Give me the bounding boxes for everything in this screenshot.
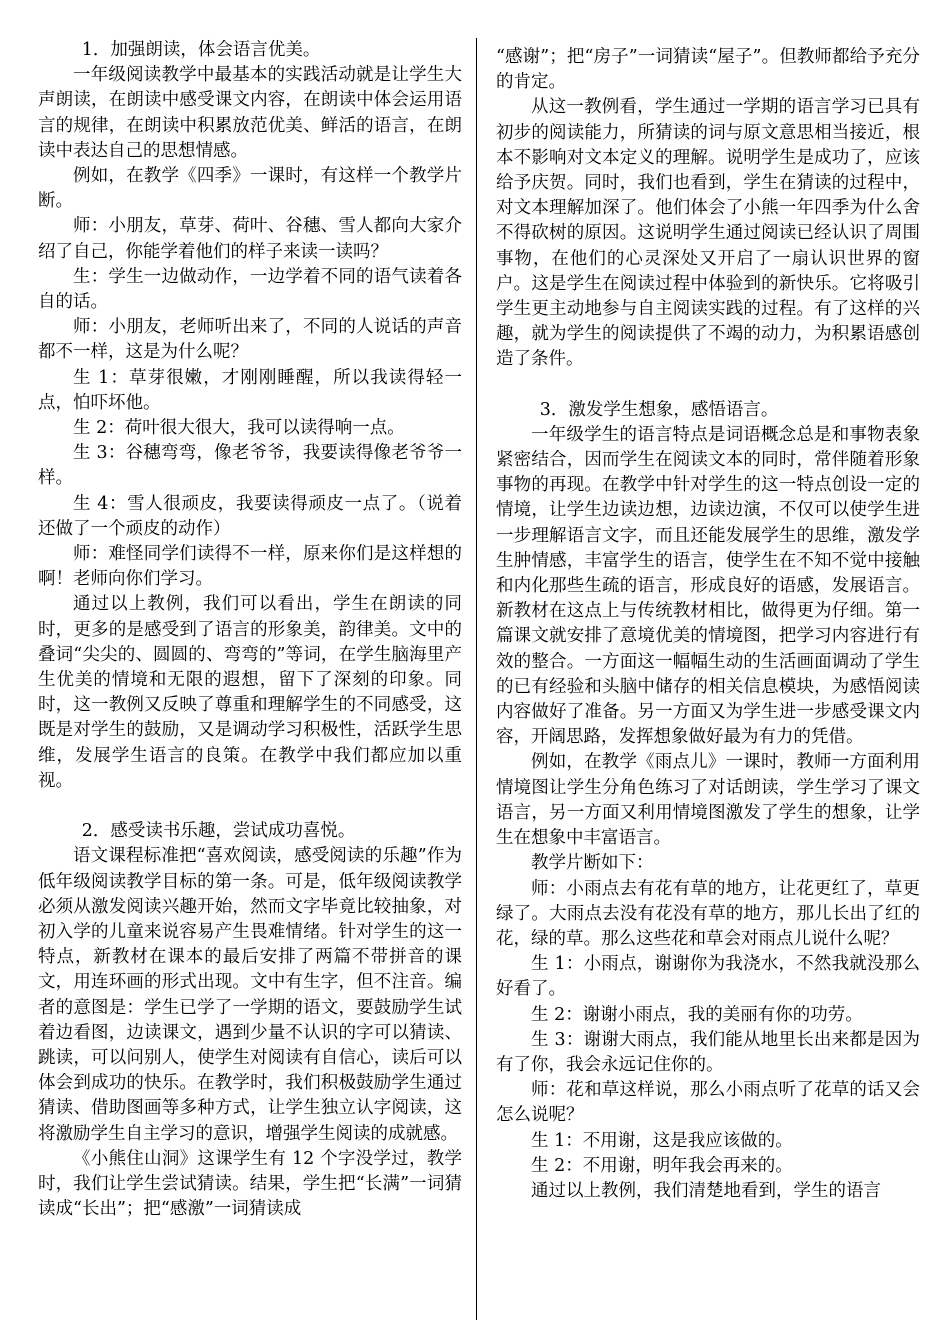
dialogue-line: 生 1：草芽很嫩，才刚刚睡醒，所以我读得轻一点，怕吓坏他。 xyxy=(38,367,462,413)
dialogue-line: 师：小朋友，老师听出来了，不同的人说话的声音都不一样，这是为什么呢？ xyxy=(38,317,462,363)
dialogue-line: 生 3：谷穗弯弯，像老爷爷，我要读得像老爷爷一样。 xyxy=(38,443,462,489)
paragraph: 一年级学生的语言特点是词语概念总是和事物表象紧密结合，因而学生在阅读文本的同时，常伴随着形象事物的再现。在教学中针对学生的这一特点创设一定的情境，让学生边读边想，边读边演，不仅可以使学生进一步理解语言文字，而且还能发展学生的思维，激发学生肿情感，丰富学生的语言，使学生在不知不觉中接触和内化那些生疏的语言，形成良好的语感，发展语言。新教材在这点上与传统教材相比，做得更为仔细。第一篇课文就安排了意境优美的情境图，把学习内容进行有效的整合。一方面这一幅幅生动的生活画面调动了学生的已有经验和头脑中储存的相关信息模块，为感悟阅读内容做好了准备。另一方面又为学生进一步感受课文内容，开阔思路，发挥想象做好最为有力的凭借。 xyxy=(496,424,920,748)
paragraph: 《小熊住山洞》这课学生有 12 个字没学过，教学时，我们让学生尝试猜读。结果，学生把“长满”一词猜读成“长出”；把“感激”一词猜读成 xyxy=(38,1148,462,1220)
dialogue-line: 师：难怪同学们读得不一样，原来你们是这样想的啊！老师向你们学习。 xyxy=(38,544,462,590)
dialogue-line: 师：花和草这样说，那么小雨点听了花草的话又会怎么说呢？ xyxy=(496,1080,920,1126)
section-heading-3: 3．激发学生想象，感悟语言。 xyxy=(539,399,779,420)
dialogue-line: 生 3：谢谢大雨点，我们能从地里长出来都是因为有了你，我会永远记住你的。 xyxy=(496,1029,920,1075)
dialogue-line: 生 2：荷叶很大很大，我可以读得响一点。 xyxy=(73,418,405,439)
paragraph: 语文课程标准把“喜欢阅读，感受阅读的乐趣”作为低年级阅读教学目标的第一条。可是，低年级阅读教学必须从激发阅读兴趣开始，然而文字毕竟比较抽象，对初入学的儿童来说容易产生畏难情绪。针对学生的这一特点，新教材在课本的最后安排了两篇不带拼音的课文，用连环画的形式出现。文中有生字，但不注音。编者的意图是：学生已学了一学期的语文，要鼓励学生试着边看图，边读课文，遇到少量不认识的字可以猜读、跳读，可以问别人，使学生对阅读有自信心，读后可以体会到成功的快乐。在教学时，我们积极鼓励学生通过猜读、借助图画等多种方式，让学生独立认字阅读，这将激励学生自主学习的意识，增强学生阅读的成就感。 xyxy=(38,846,462,1144)
dialogue-line: 师：小朋友，草芽、荷叶、谷穗、雪人都向大家介绍了自己，你能学着他们的样子来读一读吗？ xyxy=(38,216,462,262)
section-heading-1: 1．加强朗读，体会语言优美。 xyxy=(81,40,321,60)
paragraph: 教学片断如下： xyxy=(531,853,654,874)
column-divider xyxy=(476,38,477,1320)
dialogue-line: 生 1：小雨点，谢谢你为我浇水，不然我就没那么好看了。 xyxy=(496,954,920,1000)
paragraph: 例如，在教学《四季》一课时，有这样一个教学片断。 xyxy=(38,166,462,212)
right-column xyxy=(496,45,920,1204)
dialogue-line: 师：小雨点去有花有草的地方，让花更红了，草更绿了。大雨点去没有花没有草的地方，那儿长出了红的花，绿的草。那么这些花和草会对雨点儿说什么呢？ xyxy=(496,878,920,949)
dialogue-line: 生 1：不用谢，这是我应该做的。 xyxy=(531,1130,793,1151)
left-column xyxy=(38,38,462,1222)
paragraph: 例如，在教学《雨点儿》一课时，教师一方面利用情境图让学生分角色练习了对话朗读，学生学习了课文语言，另一方面又利用情境图激发了学生的想象，让学生在想象中丰富语言。 xyxy=(496,752,920,849)
dialogue-line: 生 2：不用谢，明年我会再来的。 xyxy=(531,1155,793,1176)
paragraph: 一年级阅读教学中最基本的实践活动就是让学生大声朗读，在朗读中感受课文内容，在朗读中体会运用语言的规律，在朗读中积累放范优美、鲜活的语言，在朗读中表达自己的思想情感。 xyxy=(38,65,462,161)
section-heading-2: 2．感受读书乐趣，尝试成功喜悦。 xyxy=(81,821,356,842)
dialogue-line: 生：学生一边做动作，一边学着不同的语气读着各自的话。 xyxy=(38,266,462,313)
paragraph-continuation: “感谢”；把“房子”一词猜读“屋子”。但教师都给予充分的肯定。 xyxy=(496,47,920,93)
section-gap xyxy=(38,794,462,819)
dialogue-line: 生 2：谢谢小雨点，我的美丽有你的功劳。 xyxy=(531,1004,863,1025)
paragraph: 从这一教例看，学生通过一学期的语言学习已具有初步的阅读能力，所猜读的词与原文意思相当接近，根本不影响对文本定义的理解。说明学生是成功了，应该给予庆贺。同时，我们也看到，学生在猜读的过程中，对文本理解加深了。他们体会了小熊一年四季为什么舍不得砍树的原因。这说明学生通过阅读已经认识了周围事物，在他们的心灵深处又开启了一扇认识世界的窗户。这是学生在阅读过程中体验到的新快乐。它将吸引学生更主动地参与自主阅读实践的过程。有了这样的兴趣，就为学生的阅读提供了不竭的动力，为积累语感创造了条件。 xyxy=(496,97,920,370)
section-gap xyxy=(496,373,920,398)
paragraph: 通过以上教例，我们可以看出，学生在朗读的同时，更多的是感受到了语言的形象美，韵律美。文中的叠词“尖尖的、圆圆的、弯弯的”等词，在学生脑海里产生优美的情境和无限的遐想，留下了深刻的印象。同时，这一教例又反映了尊重和理解学生的不同感受，这既是对学生的鼓励，又是调动学习积极性，活跃学生思维，发展学生语言的良策。在教学中我们都应加以重视。 xyxy=(38,594,462,791)
paragraph: 通过以上教例，我们清楚地看到，学生的语言 xyxy=(531,1180,881,1201)
dialogue-line: 生 4：雪人很顽皮，我要读得顽皮一点了。（说着还做了一个顽皮的动作） xyxy=(38,493,462,539)
